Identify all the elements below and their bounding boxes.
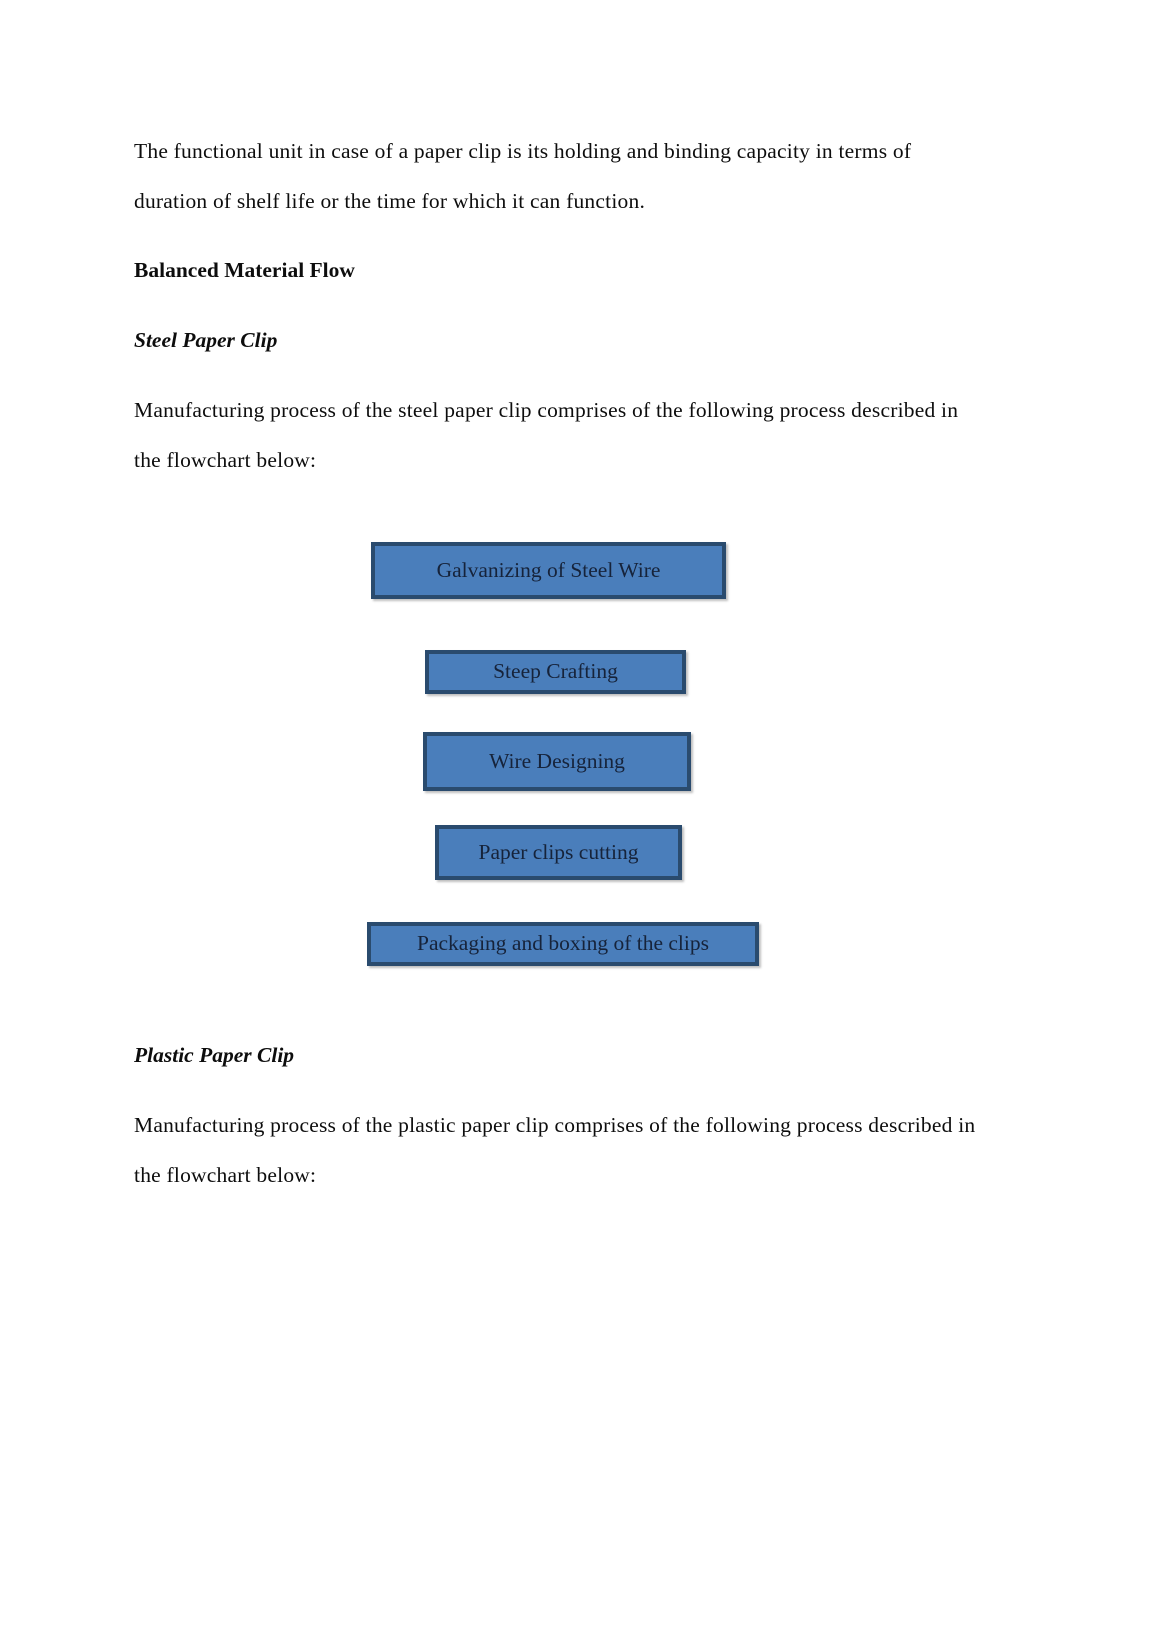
flowchart-step-packaging-and-boxing-of-the-clips[interactable]	[367, 922, 759, 966]
flowchart-step-wire-designing[interactable]	[423, 732, 691, 791]
flowchart-step-label: Paper clips cutting	[478, 839, 639, 864]
heading-plastic-paper-clip: Plastic Paper Clip	[134, 1043, 295, 1067]
flowchart-step-label: Packaging and boxing of the clips	[417, 931, 709, 956]
flowchart-step-label: Wire Designing	[489, 748, 625, 773]
paragraph-steel-intro: Manufacturing process of the steel paper clip comprises of the following process described in the flowchart below:	[134, 398, 959, 472]
paragraph-plastic-intro: Manufacturing process of the plastic paper clip comprises of the following process described in the flowchart below:	[134, 1113, 976, 1187]
flowchart-step-steep-crafting[interactable]	[425, 650, 686, 694]
paragraph-steel-intro-block	[134, 385, 979, 485]
heading-steel-paper-clip: Steel Paper Clip	[134, 328, 278, 352]
heading-balanced-material-flow: Balanced Material Flow	[134, 258, 355, 282]
heading-steel-paper-clip-block	[134, 315, 834, 365]
flowchart-step-galvanizing-of-steel-wire[interactable]	[371, 542, 726, 599]
flowchart-step-label: Steep Crafting	[493, 659, 618, 684]
paragraph-plastic-intro-block	[134, 1100, 979, 1200]
heading-plastic-paper-clip-block	[134, 1030, 834, 1080]
paragraph-intro-block	[134, 126, 979, 226]
flowchart-step-label: Galvanizing of Steel Wire	[436, 557, 661, 582]
paragraph-intro: The functional unit in case of a paper clip is its holding and binding capacity in terms of duration of shelf life or the time for which it can function.	[134, 139, 912, 213]
heading-balanced-material-flow-block	[134, 245, 834, 295]
flowchart-step-paper-clips-cutting[interactable]	[435, 825, 682, 880]
